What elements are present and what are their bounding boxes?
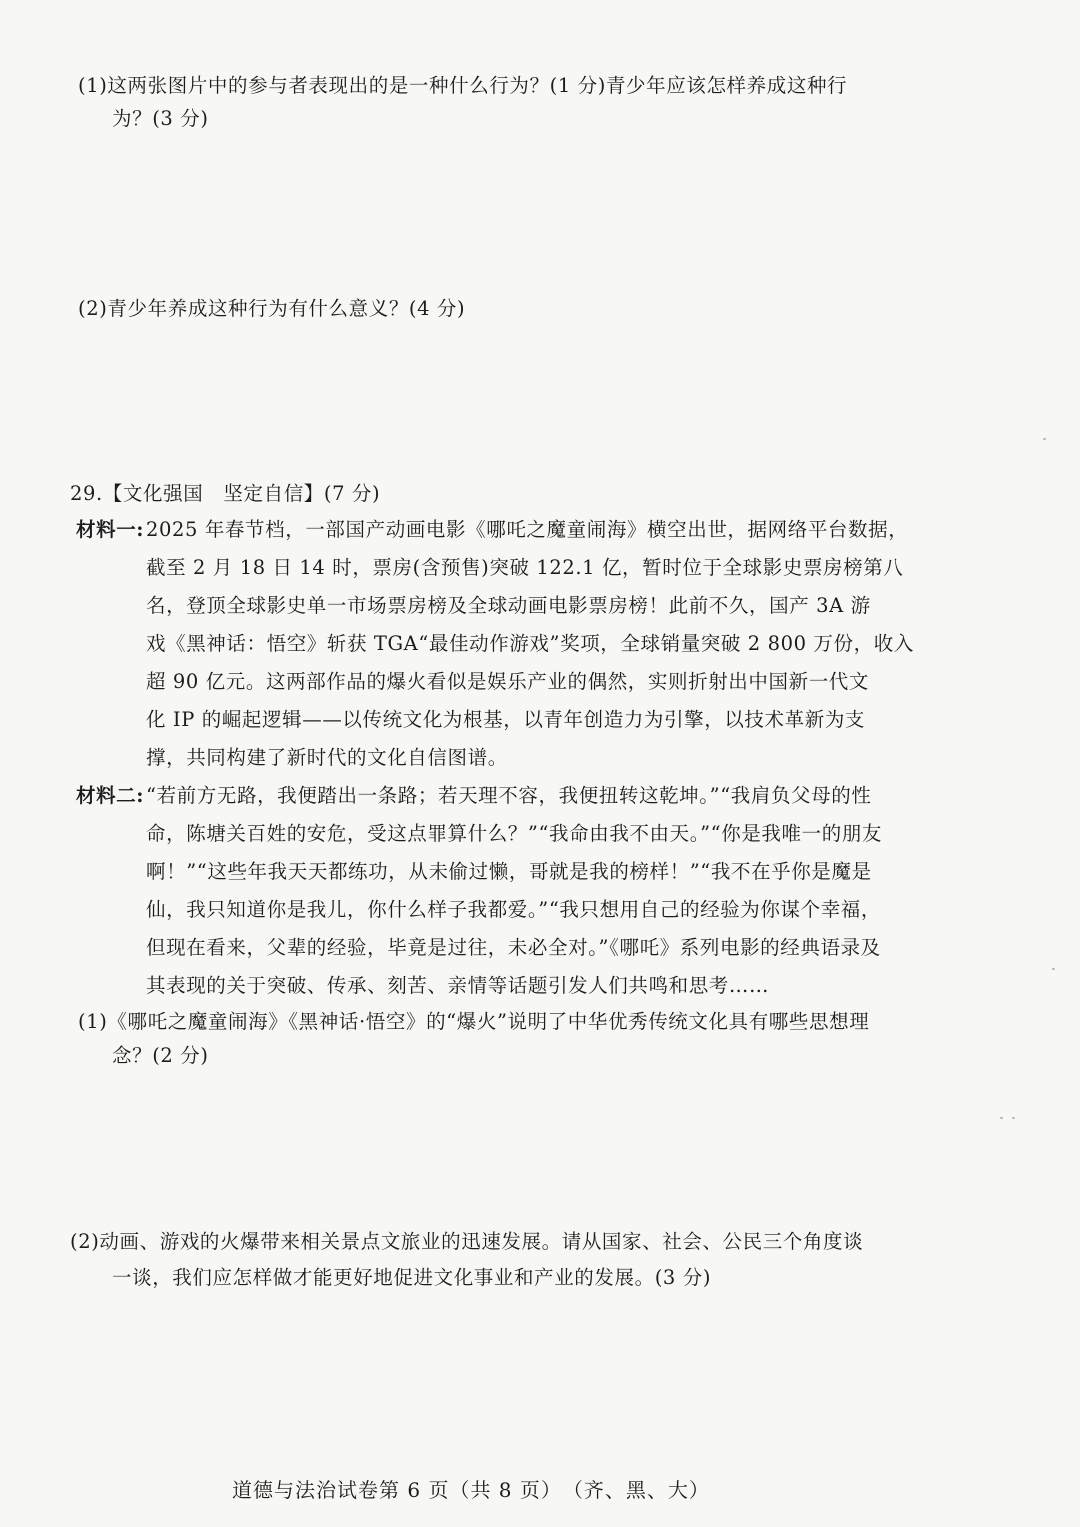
q29-part1-line2: 念？(2 分) xyxy=(112,1044,209,1067)
q28-part1-line1: (1)这两张图片中的参与者表现出的是一种什么行为？(1 分)青少年应该怎样养成这种行 xyxy=(78,74,848,97)
q28-part1-line2: 为？(3 分) xyxy=(112,107,209,130)
material2-line: 命，陈塘关百姓的安危，受这点罪算什么？”“我命由我不由天。”“你是我唯一的朋友 xyxy=(146,822,883,845)
material1-line: 化 IP 的崛起逻辑——以传统文化为根基，以青年创造力为引擎，以技术革新为支 xyxy=(146,708,866,731)
q29-part2-line1: (2)动画、游戏的火爆带来相关景点文旅业的迅速发展。请从国家、社会、公民三个角度谈 xyxy=(70,1230,864,1253)
scan-speck xyxy=(1012,1117,1015,1119)
material1-line: 超 90 亿元。这两部作品的爆火看似是娱乐产业的偶然，实则折射出中国新一代文 xyxy=(146,670,870,693)
q28-part2: (2)青少年养成这种行为有什么意义？(4 分) xyxy=(78,297,466,320)
scan-speck xyxy=(1052,968,1055,970)
material1-line: 截至 2 月 18 日 14 时，票房(含预售)突破 122.1 亿，暂时位于全球影史票房榜第八 xyxy=(146,556,904,579)
material2-line: 其表现的关于突破、传承、刻苦、亲情等话题引发人们共鸣和思考…… xyxy=(146,974,770,997)
page-footer: 道德与法治试卷第 6 页（共 8 页） （齐、黑、大） xyxy=(232,1478,710,1502)
material1-line: 名，登顶全球影史单一市场票房榜及全球动画电影票房榜！此前不久，国产 3A 游 xyxy=(146,594,871,617)
material1-line: 2025 年春节档，一部国产动画电影《哪吒之魔童闹海》横空出世，据网络平台数据， xyxy=(146,518,909,541)
material1-line: 戏《黑神话：悟空》斩获 TGA“最佳动作游戏”奖项，全球销量突破 2 800 万份，收入 xyxy=(146,632,914,655)
q29-heading: 29.【文化强国 坚定自信】(7 分) xyxy=(70,482,381,505)
material2-line: 仙，我只知道你是我儿，你什么样子我都爱。”“我只想用自己的经验为你谋个幸福， xyxy=(146,898,881,921)
scan-speck xyxy=(1043,438,1046,440)
q29-part2-line2: 一谈，我们应怎样做才能更好地促进文化事业和产业的发展。(3 分) xyxy=(112,1266,712,1289)
material2-line: 啊！”“这些年我天天都练功，从未偷过懒，哥就是我的榜样！”“我不在乎你是魔是 xyxy=(146,860,872,883)
material2-label: 材料二: xyxy=(76,784,145,807)
material2-line: 但现在看来，父辈的经验，毕竟是过往，未必全对。”《哪吒》系列电影的经典语录及 xyxy=(146,936,881,959)
q29-part1-line1: (1)《哪吒之魔童闹海》《黑神话·悟空》的“爆火”说明了中华优秀传统文化具有哪些思想理 xyxy=(78,1010,870,1033)
material1-label: 材料一: xyxy=(76,518,145,541)
material1-line: 撑，共同构建了新时代的文化自信图谱。 xyxy=(146,746,508,769)
scan-speck xyxy=(1000,1117,1003,1119)
material2-line: “若前方无路，我便踏出一条路；若天理不容，我便扭转这乾坤。”“我肩负父母的性 xyxy=(146,784,872,807)
